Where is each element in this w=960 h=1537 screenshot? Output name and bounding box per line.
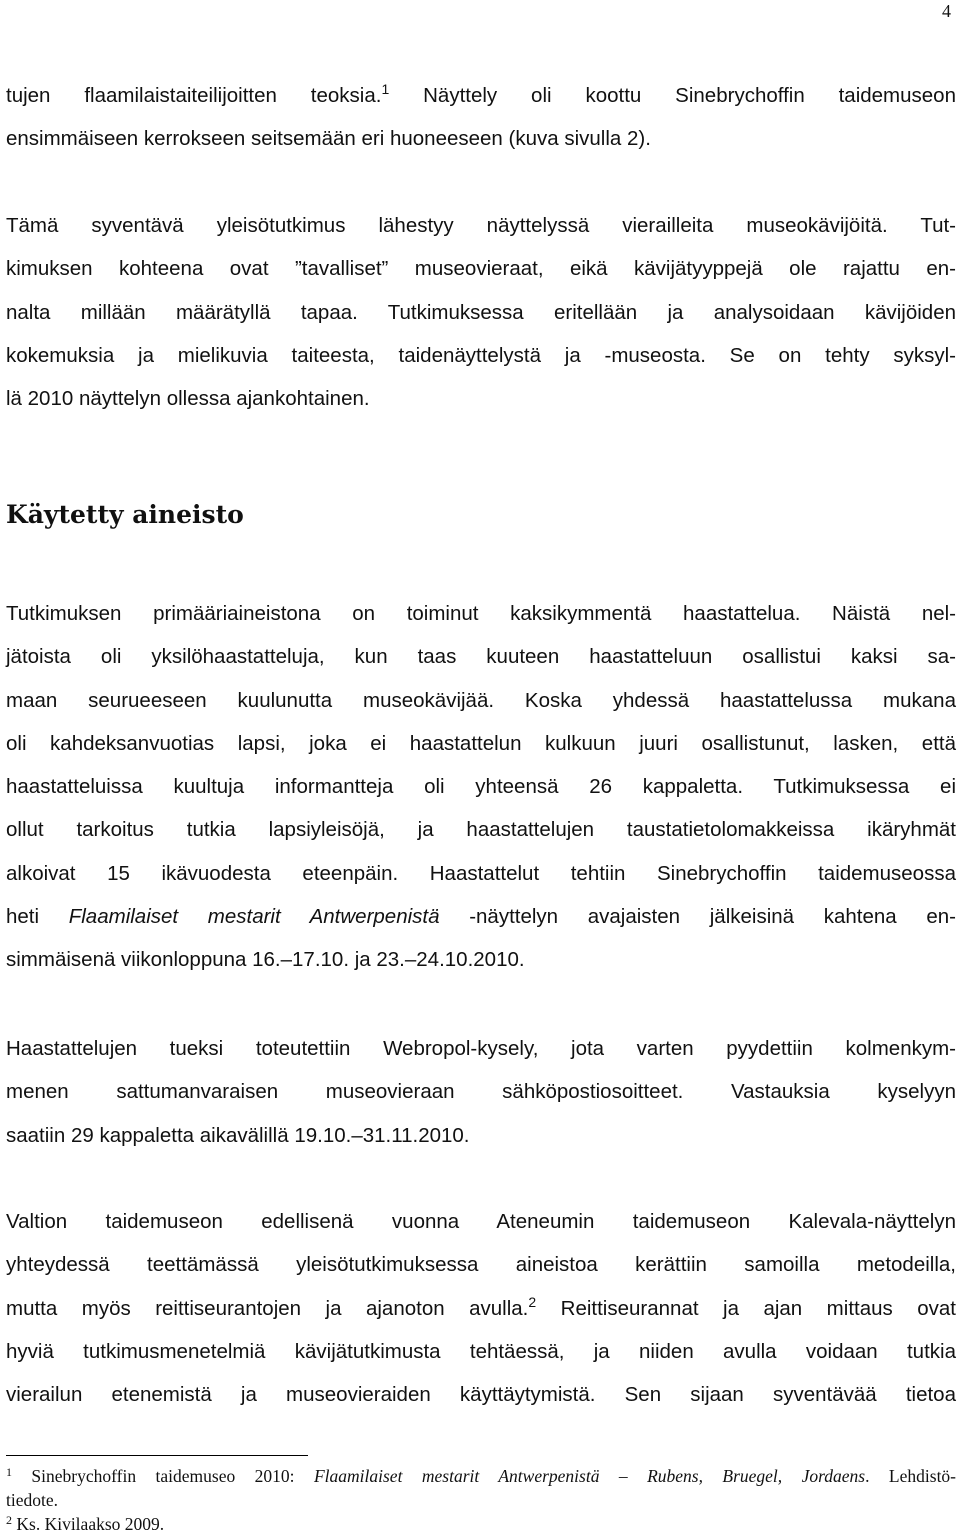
text-line: saatiin 29 kappaletta aikavälillä 19.10.–31.11.2010. [6, 1123, 470, 1147]
paragraph-3 [6, 592, 956, 982]
text-line: Tämä syventävä yleisötutkimus lähestyy näyttelyssä vierailleita museokävijöitä. Tut- [6, 214, 956, 237]
text-line: kokemuksia ja mielikuvia taiteesta, taidenäyttelystä ja -museosta. Se on tehty syksyl- [6, 343, 956, 367]
paragraph-4 [6, 1027, 956, 1157]
page-number: 4 [942, 1, 951, 21]
paragraph-5 [6, 1200, 956, 1416]
paragraph-2 [6, 204, 956, 420]
footnotes [6, 1464, 956, 1536]
footnote-ref[interactable]: 1 [381, 81, 390, 97]
text-line: jätoista oli yksilöhaastatteluja, kun taas kuuteen haastatteluun osallistui kaksi sa- [6, 645, 956, 669]
text-line: haastatteluissa kuultuja informantteja oli yhteensä 26 kappaletta. Tutkimuksessa ei [6, 775, 956, 799]
footnote-divider [6, 1455, 308, 1456]
text-line: mutta myös reittiseurantojen ja ajanoton avulla.$^2$ Reittiseurannat ja ajan mittaus ovat [6, 1293, 956, 1320]
footnote-2: $^2$ Ks. Kivilaakso 2009. [6, 1513, 165, 1534]
section-heading: Käytetty aineisto [6, 500, 244, 529]
text-line: heti Flaamilaiset mestarit Antwerpenistä -näyttelyn avajaisten jälkeisinä kahtena en- [6, 905, 956, 929]
text-line: ensimmäiseen kerrokseen seitsemään eri huoneeseen (kuva sivulla 2). [6, 127, 651, 151]
footnote-ref[interactable]: 2 [528, 1293, 537, 1310]
exhibition-title: Flaamilaiset mestarit Antwerpenistä [68, 905, 440, 929]
text-line: ollut tarkoitus tutkia lapsiyleisöjä, ja haastattelujen taustatietolomakkeissa ikäryhmät [6, 818, 956, 842]
text-line: alkoivat 15 ikävuodesta eteenpäin. Haastattelut tehtiin Sinebrychoffin taidemuseossa [6, 861, 956, 885]
text-line: Tutkimuksen primääriaineistona on toiminut kaksikymmentä haastattelua. Näistä nel- [6, 602, 956, 625]
footnote-1-cont: tiedote. [6, 1490, 58, 1510]
text-line: Haastattelujen tueksi toteutettiin Webropol-kysely, jota varten pyydettiin kolmenkym- [6, 1037, 956, 1060]
footnote-1: $^1$ Sinebrychoffin taidemuseo 2010: Flaamilaiset mestarit Antwerpenistä – Rubens, Bruegel, Jordaens. Lehdistö- [6, 1465, 957, 1486]
text-line: lä 2010 näyttelyn ollessa ajankohtainen. [6, 387, 370, 411]
text-line: vierailun etenemistä ja museovieraiden käyttäytymistä. Sen sijaan syventävää tietoa [6, 1383, 956, 1407]
text-line: maan seurueeseen kuulunutta museokävijää. Koska yhdessä haastattelussa mukana [6, 688, 956, 712]
text-line: Valtion taidemuseon edellisenä vuonna Ateneumin taidemuseon Kalevala-näyttelyn [6, 1210, 956, 1233]
text-line: simmäisenä viikonloppuna 16.–17.10. ja 23.–24.10.2010. [6, 948, 525, 972]
text-line: hyviä tutkimusmenetelmiä kävijätutkimusta tehtäessä, ja niiden avulla voidaan tutkia [6, 1339, 956, 1363]
text-line: kimuksen kohteena ovat ”tavalliset” museovieraat, eikä kävijätyyppejä ole rajattu en- [6, 257, 956, 281]
text-line: yhteydessä teettämässä yleisötutkimuksessa aineistoa kerättiin samoilla metodeilla, [6, 1253, 956, 1277]
text-line: menen sattumanvaraisen museovieraan sähköpostiosoitteet. Vastauksia kyselyyn [6, 1080, 956, 1104]
text-line: tujen flaamilaistaiteilijoitten teoksia.$^1$ Näyttely oli koottu Sinebrychoffin taidemuseon [6, 81, 956, 107]
text-line: oli kahdeksanvuotias lapsi, joka ei haastattelun kulkuun juuri osallistunut, lasken, että [6, 731, 956, 755]
text-line: nalta millään määrätyllä tapaa. Tutkimuksessa eritellään ja analysoidaan kävijöiden [6, 300, 956, 324]
paragraph-1 [6, 74, 956, 161]
